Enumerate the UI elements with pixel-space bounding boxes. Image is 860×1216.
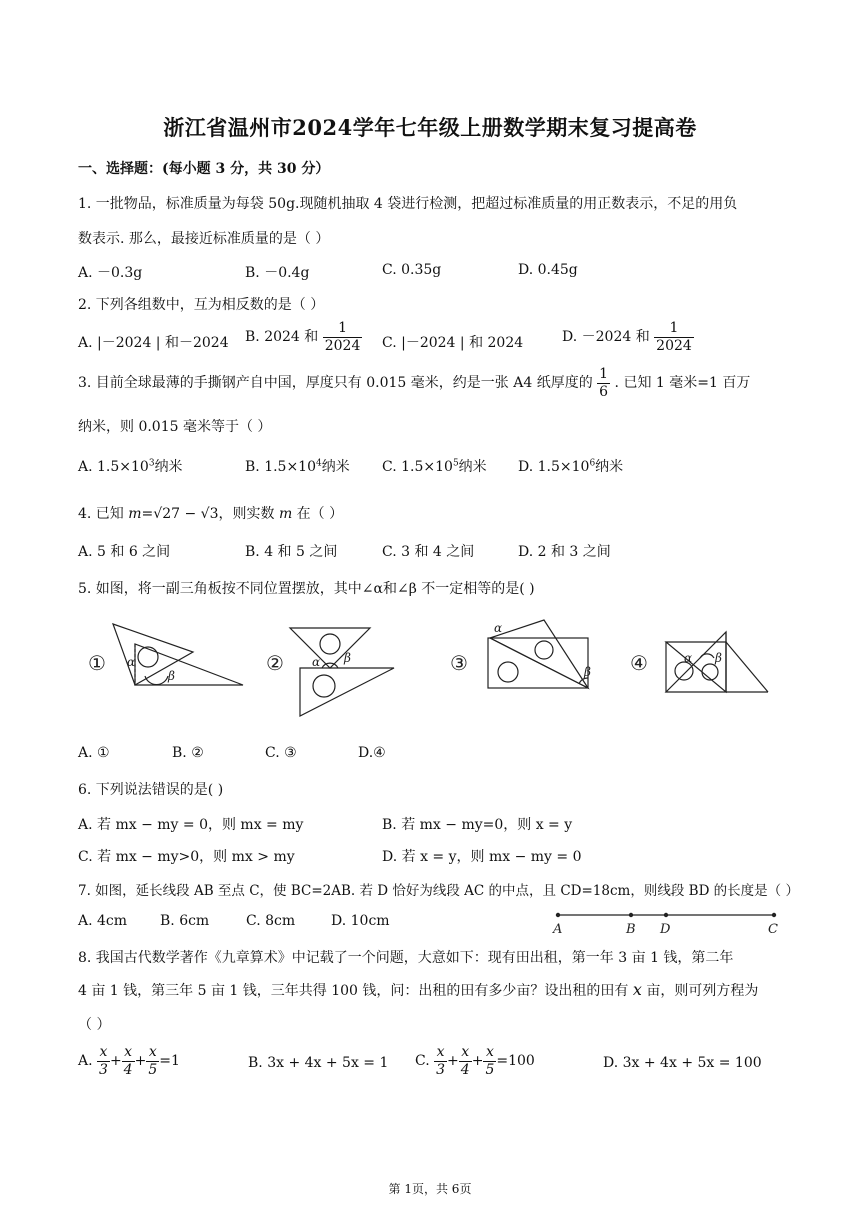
label-b: B	[626, 922, 636, 936]
figure-2	[266, 628, 394, 716]
q2-option-c: C. |－2024 | 和 2024	[382, 335, 524, 351]
q5-option-a: A. ①	[78, 745, 110, 761]
equation-rhs: =1	[159, 1053, 180, 1070]
q6-option-b: B. 若 mx − my=0，则 x = y	[382, 817, 573, 833]
figure-1-label: ①	[88, 651, 106, 675]
q4-option-d: D. 2 和 3 之间	[518, 544, 611, 560]
q4-stem-text: 4. 已知	[78, 506, 124, 522]
unit: 纳米	[595, 459, 624, 475]
q8-option-c	[415, 1045, 535, 1077]
q5-option-c: C. ③	[265, 745, 297, 761]
page-footer: 第 1页，共 6页	[388, 1182, 472, 1196]
q3-stem-line2: 纳米，则 0.015 毫米等于（ ）	[78, 419, 272, 435]
q8-stem-text: 4 亩 1 钱，第三年 5 亩 1 钱，三年共得 100 钱，问：出租的田有多少亩？设出租的田有	[78, 983, 629, 999]
q4-stem	[78, 503, 343, 523]
exponent: 3	[148, 458, 155, 469]
q3-option-b-text: B. 1.5×10	[245, 459, 316, 475]
triangle-hole	[535, 641, 553, 659]
unit: 纳米	[321, 459, 350, 475]
q1-option-d: D. 0.45g	[518, 262, 578, 278]
plus-sign: +	[109, 1053, 122, 1070]
q2-option-d-text: D. －2024 和	[562, 329, 650, 346]
fraction-denominator: 3	[436, 1061, 446, 1078]
q3-fraction	[597, 367, 610, 399]
q7-option-b: B. 6cm	[160, 913, 210, 929]
q3-option-d-text: D. 1.5×10	[518, 459, 590, 475]
fraction-denominator: 2024	[656, 337, 692, 354]
q1-option-c: C. 0.35g	[382, 262, 442, 278]
variable-m: m	[128, 506, 142, 522]
q7-option-d: D. 10cm	[331, 913, 390, 929]
unit: 纳米	[154, 459, 183, 475]
q1-stem-line2: 数表示. 那么，最接近标准质量的是（ ）	[78, 231, 330, 247]
angle-arc	[700, 654, 714, 658]
figure-3	[450, 620, 591, 688]
label-d: D	[660, 922, 671, 936]
fraction	[483, 1045, 496, 1077]
q2-option-b-text: B. 2024 和	[245, 329, 319, 346]
point-b	[629, 913, 633, 917]
q4-stem-text-end: 在（ ）	[296, 506, 344, 522]
figure-1	[88, 624, 243, 685]
beta-label: β	[715, 651, 722, 665]
fraction-numerator: x	[459, 1045, 472, 1062]
alpha-label: α	[312, 655, 321, 669]
label-c: C	[768, 922, 778, 936]
q8-stem-line3: （ ）	[78, 1017, 111, 1033]
q5-option-d: D.④	[358, 745, 386, 761]
variable-x: x	[632, 980, 642, 999]
unit: 纳米	[458, 459, 487, 475]
fraction-denominator: 5	[148, 1061, 158, 1078]
alpha-label: α	[684, 651, 693, 665]
q2-stem: 2. 下列各组数中，互为相反数的是（ ）	[78, 297, 325, 313]
q6-stem: 6. 下列说法错误的是( )	[78, 782, 224, 798]
option-label: C.	[415, 1053, 430, 1070]
q3-stem-line1	[78, 367, 750, 399]
alpha-label: α	[127, 655, 136, 669]
q3-stem-text: 3. 目前全球最薄的手撕钢产自中国，厚度只有 0.015 毫米，约是一张 A4 纸厚度的	[78, 375, 593, 392]
q2-option-b	[245, 321, 362, 353]
plus-sign: +	[447, 1053, 459, 1070]
fraction	[146, 1045, 159, 1077]
plus-sign: +	[471, 1053, 484, 1070]
q3-option-c-text: C. 1.5×10	[382, 459, 453, 475]
fraction-numerator: x	[146, 1045, 159, 1062]
fraction	[97, 1045, 110, 1077]
q3-option-a	[78, 456, 183, 476]
beta-label: β	[584, 665, 591, 679]
q5-figures	[78, 612, 778, 724]
q5-stem: 5. 如图，将一副三角板按不同位置摆放，其中∠α和∠β 不一定相等的是( )	[78, 581, 535, 597]
figure-3-label: ③	[450, 651, 468, 675]
figure-2-label: ②	[266, 651, 284, 675]
q7-option-c: C. 8cm	[246, 913, 296, 929]
fraction-numerator: 1	[323, 321, 363, 338]
alpha-label: α	[494, 621, 503, 635]
q6-option-d: D. 若 x = y，则 mx − my = 0	[382, 849, 582, 865]
point-a	[556, 913, 560, 917]
beta-label: β	[344, 651, 351, 665]
point-d	[664, 913, 668, 917]
triangle	[113, 624, 193, 685]
q5-option-b: B. ②	[172, 745, 204, 761]
point-c	[772, 913, 776, 917]
exponent: 6	[589, 458, 596, 469]
q4-option-c: C. 3 和 4 之间	[382, 544, 475, 560]
triangle-hole	[138, 647, 158, 667]
triangle-hole	[320, 634, 340, 654]
q3-stem-text-end: . 已知 1 毫米=1 百万	[614, 375, 751, 392]
q3-option-c	[382, 456, 487, 476]
q7-stem: 7. 如图，延长线段 AB 至点 C，使 BC=2AB. 若 D 恰好为线段 AC 的中点，且 CD=18cm，则线段 BD 的长度是（ ）	[78, 883, 799, 899]
q8-option-d: D. 3x + 4x + 5x = 100	[603, 1055, 762, 1071]
fraction-denominator: 3	[99, 1061, 108, 1078]
q4-expression: =√27 − √3	[141, 506, 219, 522]
q2-option-a: A. |－2024 | 和－2024	[78, 335, 229, 351]
q2-option-d	[562, 321, 694, 353]
figure-4-label: ④	[630, 651, 648, 675]
fraction-numerator: x	[483, 1045, 496, 1062]
equation-rhs: =100	[496, 1053, 535, 1070]
q6-option-c: C. 若 mx − my>0，则 mx > my	[78, 849, 295, 865]
fraction-denominator: 4	[460, 1061, 470, 1078]
triangle	[666, 642, 726, 692]
q4-stem-text-mid: ，则实数	[218, 506, 275, 522]
fraction-denominator: 4	[123, 1061, 133, 1078]
q8-stem-line1: 8. 我国古代数学著作《九章算术》中记载了一个问题，大意如下：现有田出租，第一年 3 亩 1 钱，第二年	[78, 950, 734, 966]
q8-stem-line2	[78, 980, 758, 1000]
q8-option-b: B. 3x + 4x + 5x = 1	[248, 1055, 389, 1071]
fraction-denominator: 5	[485, 1061, 495, 1078]
q6-option-a: A. 若 mx − my = 0，则 mx = my	[78, 817, 304, 833]
fraction-denominator: 2024	[324, 337, 361, 354]
fraction-numerator: 1	[599, 366, 609, 382]
fraction	[122, 1045, 135, 1077]
fraction-numerator: x	[97, 1045, 110, 1062]
q8-option-a	[78, 1045, 180, 1077]
q1-option-a: A. －0.3g	[78, 265, 143, 281]
q3-option-d	[518, 456, 623, 476]
fraction-denominator: 6	[599, 383, 609, 400]
triangle-hole	[313, 675, 335, 697]
triangle-hole	[702, 664, 718, 680]
q4-option-b: B. 4 和 5 之间	[245, 544, 338, 560]
exponent: 5	[452, 458, 459, 469]
triangle	[490, 620, 588, 688]
fraction-numerator: x	[122, 1045, 135, 1062]
q7-segment-figure	[548, 906, 780, 936]
triangle-hole	[498, 662, 518, 682]
page-title: 浙江省温州市2024学年七年级上册数学期末复习提高卷	[163, 115, 697, 140]
q2-option-b-fraction	[323, 321, 363, 353]
fraction	[434, 1045, 447, 1077]
figure-4	[630, 632, 768, 692]
q2-option-d-fraction	[654, 321, 694, 353]
q3-option-b	[245, 456, 350, 476]
exponent: 4	[316, 458, 322, 469]
q8-stem-text-end: 亩，则可列方程为	[646, 983, 759, 999]
label-a: A	[553, 922, 563, 936]
triangle-edge	[726, 642, 768, 692]
q1-stem-line1: 1. 一批物品，标准质量为每袋 50g.现随机抽取 4 袋进行检测，把超过标准质量的用正数表示，不足的用负	[78, 196, 738, 212]
beta-label: β	[168, 669, 175, 683]
q4-option-a: A. 5 和 6 之间	[78, 544, 171, 560]
fraction	[459, 1045, 472, 1077]
q1-option-b: B. －0.4g	[245, 265, 310, 281]
plus-sign: +	[134, 1053, 147, 1070]
fraction-numerator: x	[434, 1045, 447, 1062]
variable-m: m	[278, 506, 293, 522]
fraction-numerator: 1	[654, 321, 694, 338]
section-heading: 一、选择题：(每小题 3 分，共 30 分）	[78, 161, 330, 177]
option-label: A.	[78, 1053, 93, 1070]
q3-option-a-text: A. 1.5×10	[78, 459, 149, 475]
q7-option-a: A. 4cm	[78, 913, 128, 929]
